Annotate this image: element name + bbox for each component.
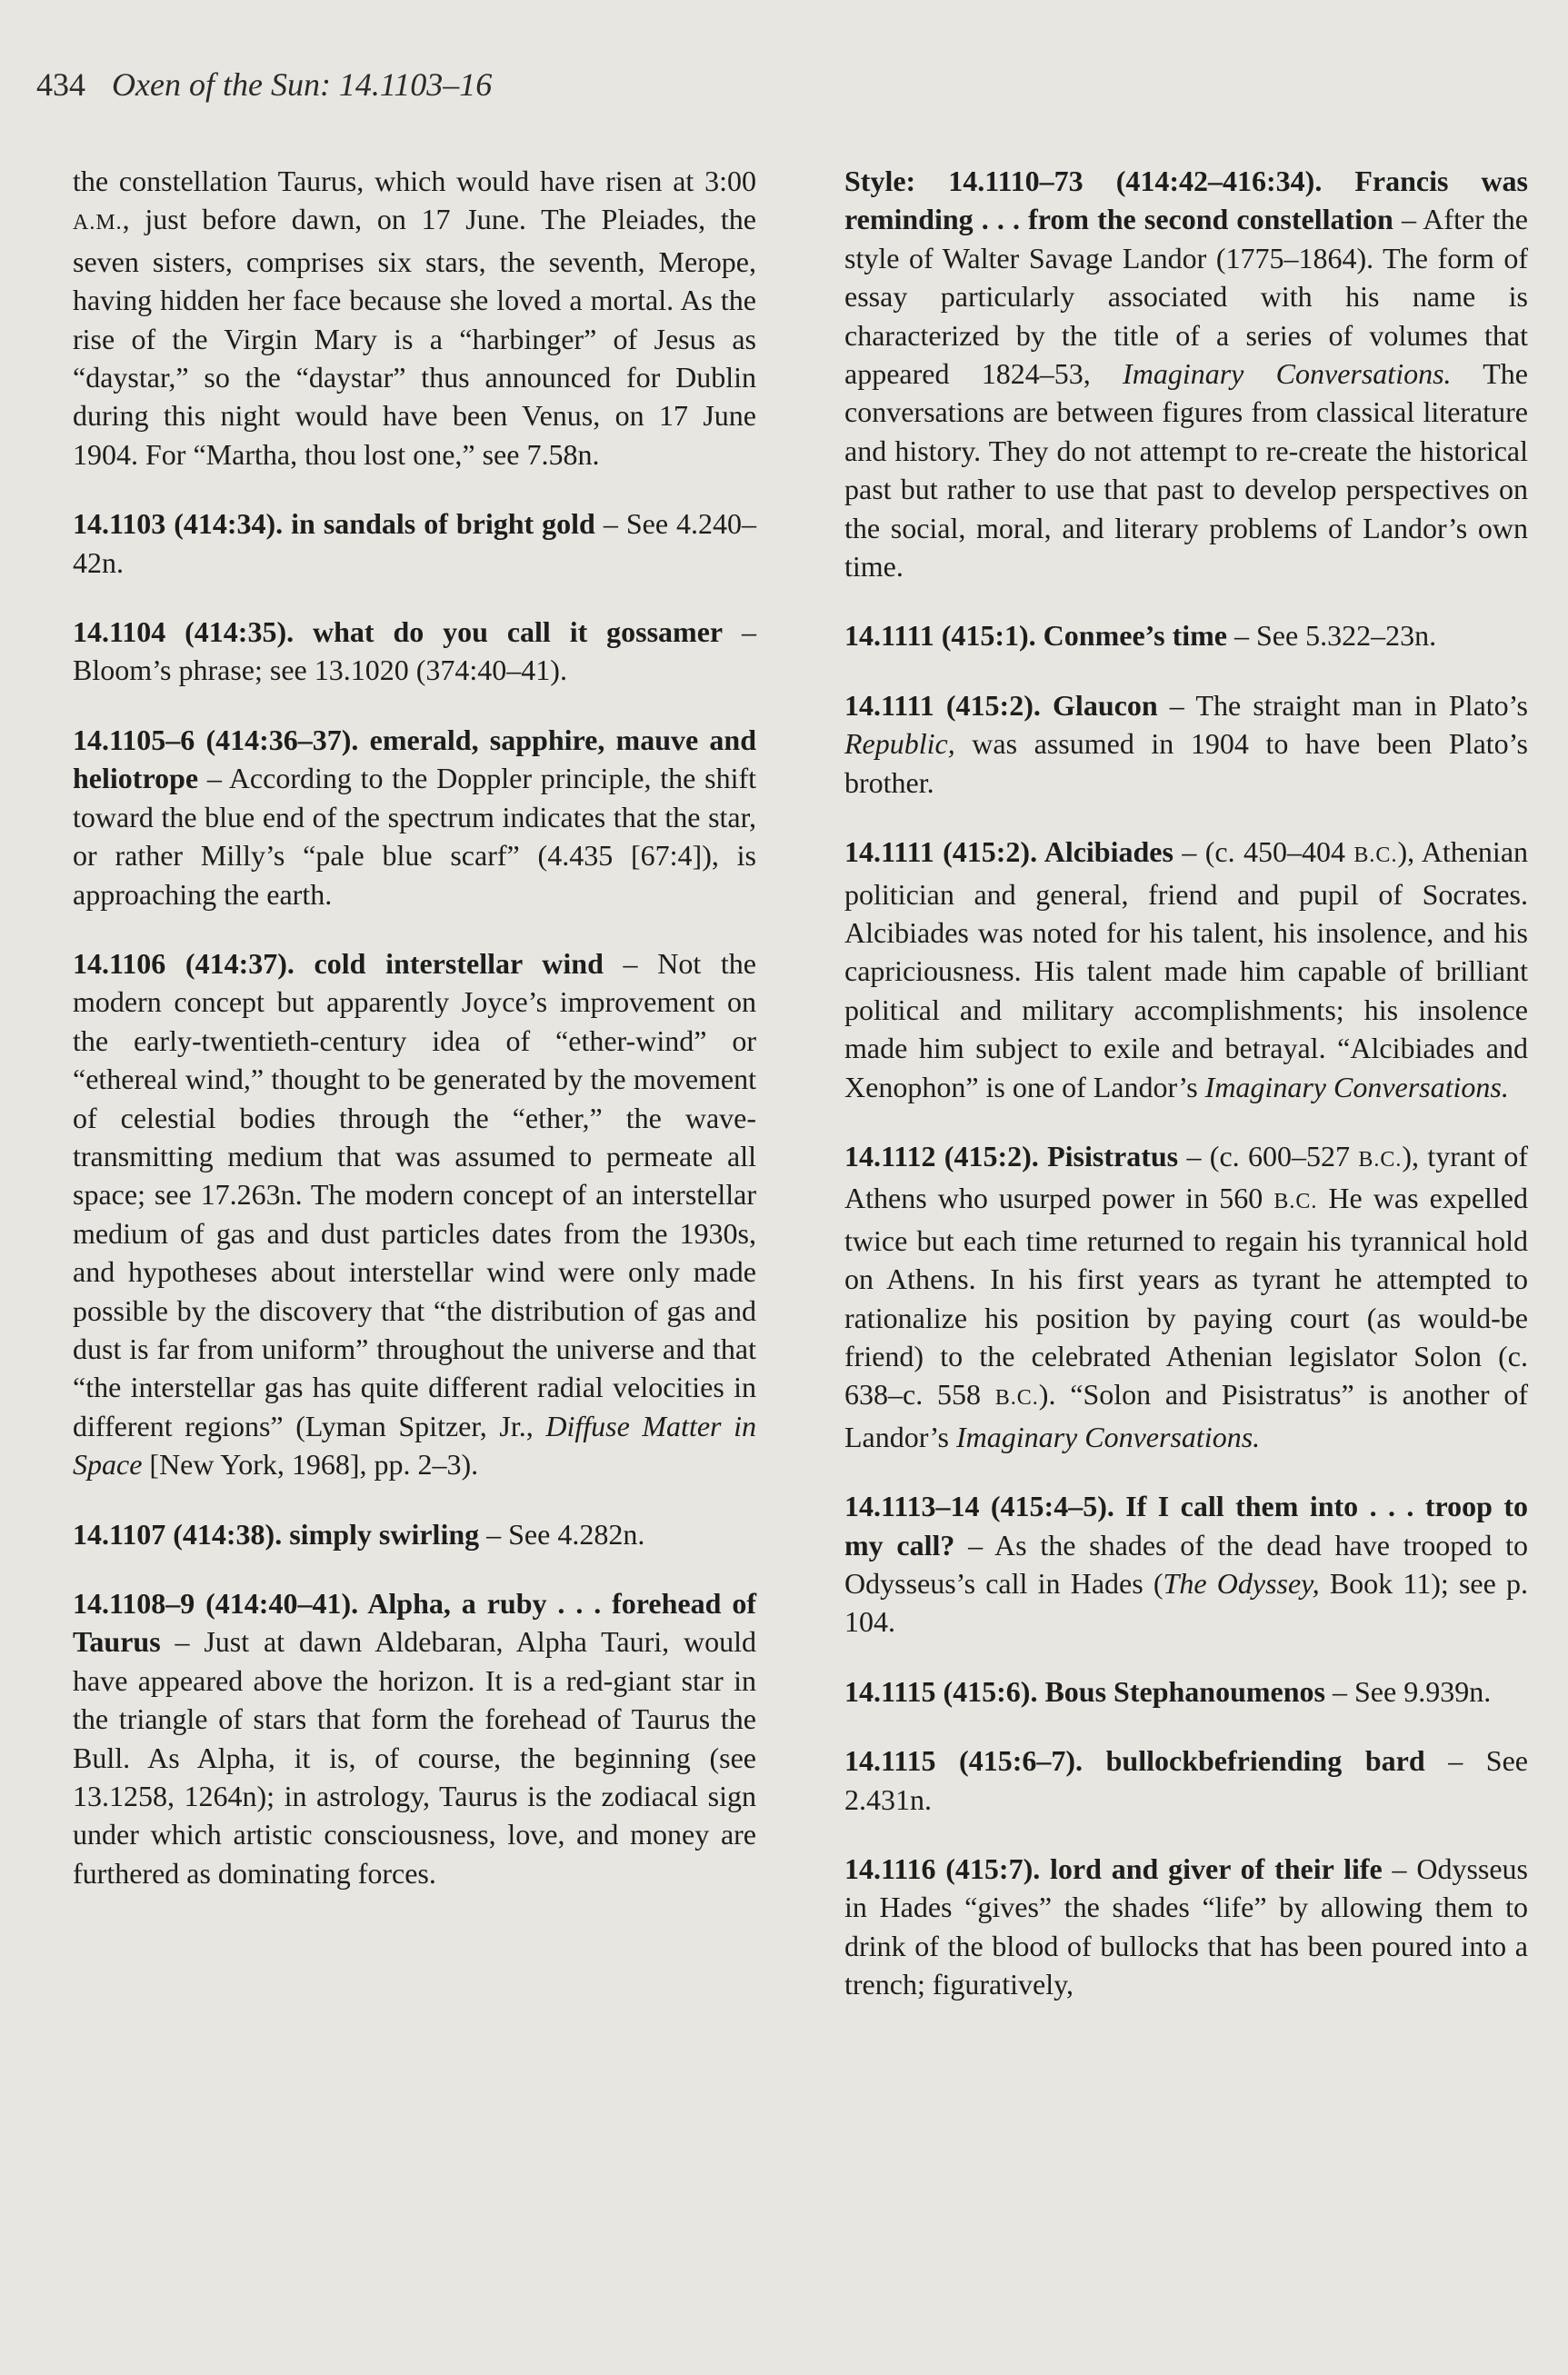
entry-head: 14.1105–6 (414:36–37). emerald, sapphire, mauve and heliotrope bbox=[73, 723, 756, 795]
annotation-entry: 14.1105–6 (414:36–37). emerald, sapphire, mauve and heliotrope – According to the Doppler principle, the shift toward the blue end of the spectrum indicates that the star, or rather Milly’s “pale blue scarf” (4.435 [67:4]), is approaching the earth. bbox=[73, 723, 756, 911]
entry-head: 14.1111 (415:1). Conmee’s time bbox=[844, 619, 1227, 653]
continuation-paragraph: the constellation Taurus, which would have risen at 3:00 A.M., just before dawn, on 17 June. The Pleiades, the seven sisters, comprises six stars, the seventh, Merope, having hidden her face because she loved a mortal. As the rise of the Virgin Mary is a “harbinger” of Jesus as “daystar,” so the “daystar” thus announced for Dublin during this night would have been Venus, on 17 June 1904. For “Martha, thou lost one,” see 7.58n. bbox=[73, 165, 756, 471]
entry-head: 14.1115 (415:6). Bous Stephanoumenos bbox=[844, 1674, 1325, 1708]
page-number: 434 bbox=[36, 66, 85, 103]
entry-head: 14.1112 (415:2). Pisistratus bbox=[844, 1139, 1179, 1173]
entry-head: 14.1113–14 (415:4–5). If I call them into . . . troop to my call? bbox=[844, 1490, 1528, 1562]
annotation-entry: 14.1112 (415:2). Pisistratus – (c. 600–527 B.C.), tyrant of Athens who usurped power in 560 B.C. He was expelled twice but each time returned to regain his tyrannical hold on Athens. In his first years as tyrant he attempted to rationalize his position by paying court (as would-be friend) to the celebrated Athenian legislator Solon (c. 638–c. 558 B.C.). “Solon and Pisistratus” is another of Landor’s Imaginary Conversations. bbox=[844, 1139, 1529, 1453]
entry-head: Style: 14.1110–73 (414:42–416:34). Francis was reminding . . . from the second constellation bbox=[844, 165, 1528, 236]
style-entry: Style: 14.1110–73 (414:42–416:34). Francis was reminding . . . from the second constellation – After the style of Walter Savage Landor (1775–1864). The form of essay particularly associated with his name is characterized by the title of a series of volumes that appeared 1824–53, Imaginary Conversations. The conversations are between figures from classical literature and history. They do not attempt to re-create the historical past but rather to use that past to develop perspectives on the social, moral, and literary problems of Landor’s own time. bbox=[844, 165, 1529, 584]
entry-head: 14.1115 (415:6–7). bullockbefriending bard bbox=[844, 1744, 1425, 1778]
annotation-entry: 14.1103 (414:34). in sandals of bright gold – See 4.240–42n. bbox=[73, 507, 757, 579]
annotation-entry: 14.1106 (414:37). cold interstellar wind – Not the modern concept but apparently Joyce’s improvement on the early-twentieth-century idea of “ether-wind” or “ethereal wind,” thought to be generated by the movement of celestial bodies through the “ether,” the wave-transmitting medium that was assumed to permeate all space; see 17.263n. The modern concept of an interstellar medium of gas and dust particles dates from the 1930s, and hypotheses about interstellar wind were only made possible by the discovery that “the distribution of gas and dust is far from uniform” throughout the universe and that “the interstellar gas has quite different radial velocities in different regions” (Lyman Spitzer, Jr., Diffuse Matter in Space [New York, 1968], pp. 2–3). bbox=[73, 946, 757, 1482]
running-title: Oxen of the Sun: 14.1103–16 bbox=[112, 66, 493, 103]
annotation-entry: 14.1108–9 (414:40–41). Alpha, a ruby . . . forehead of Taurus – Just at dawn Aldebaran, Alpha Tauri, would have appeared above the horizon. It is a red-giant star in the triangle of stars that form the forehead of Taurus the Bull. As Alpha, it is, of course, the beginning (see 13.1258, 1264n); in astrology, Taurus is the zodiacal sign under which artistic consciousness, love, and money are furthered as dominating forces. bbox=[73, 1587, 756, 1890]
annotation-entry: 14.1107 (414:38). simply swirling – See 4.282n. bbox=[73, 1517, 645, 1551]
annotation-entry: 14.1116 (415:7). lord and giver of their life – Odysseus in Hades “gives” the shades “life” by allowing them to drink of the blood of bullocks that has been poured into a trench; figuratively, bbox=[844, 1852, 1529, 2001]
annotation-entry: 14.1111 (415:2). Glaucon – The straight man in Plato’s Republic, was assumed in 1904 to have been Plato’s brother. bbox=[844, 688, 1529, 799]
entry-head: 14.1107 (414:38). simply swirling bbox=[73, 1517, 480, 1551]
left-column bbox=[73, 162, 756, 1923]
entry-head: 14.1106 (414:37). cold interstellar wind bbox=[73, 946, 604, 980]
entry-head: 14.1111 (415:2). Glaucon bbox=[844, 688, 1158, 722]
right-column bbox=[844, 162, 1528, 2035]
annotation-entry: 14.1115 (415:6). Bous Stephanoumenos – See 9.939n. bbox=[844, 1674, 1492, 1708]
entry-head: 14.1116 (415:7). lord and giver of their life bbox=[844, 1852, 1383, 1886]
entry-head: 14.1104 (414:35). what do you call it gossamer bbox=[73, 615, 724, 649]
entry-head: 14.1111 (415:2). Alcibiades bbox=[844, 835, 1174, 869]
entry-head: 14.1108–9 (414:40–41). Alpha, a ruby . . . forehead of Taurus bbox=[73, 1587, 756, 1659]
annotation-entry: 14.1111 (415:1). Conmee’s time – See 5.322–23n. bbox=[844, 619, 1437, 653]
running-header bbox=[36, 65, 492, 104]
annotation-entry: 14.1111 (415:2). Alcibiades – (c. 450–404 B.C.), Athenian politician and general, friend and pupil of Socrates. Alcibiades was noted for his talent, his insolence, and his capriciousness. His talent made him capable of brilliant political and military accomplishments; his insolence made him subject to exile and betrayal. “Alcibiades and Xenophon” is one of Landor’s Imaginary Conversations. bbox=[844, 835, 1529, 1103]
annotation-entry: 14.1115 (415:6–7). bullockbefriending bard – See 2.431n. bbox=[844, 1744, 1529, 1816]
annotation-entry: 14.1104 (414:35). what do you call it gossamer – Bloom’s phrase; see 13.1020 (374:40–41). bbox=[73, 615, 757, 687]
entry-head: 14.1103 (414:34). in sandals of bright gold bbox=[73, 507, 595, 541]
annotation-entry: 14.1113–14 (415:4–5). If I call them into . . . troop to my call? – As the shades of the dead have trooped to Odysseus’s call in Hades (The Odyssey, Book 11); see p. 104. bbox=[844, 1490, 1529, 1639]
